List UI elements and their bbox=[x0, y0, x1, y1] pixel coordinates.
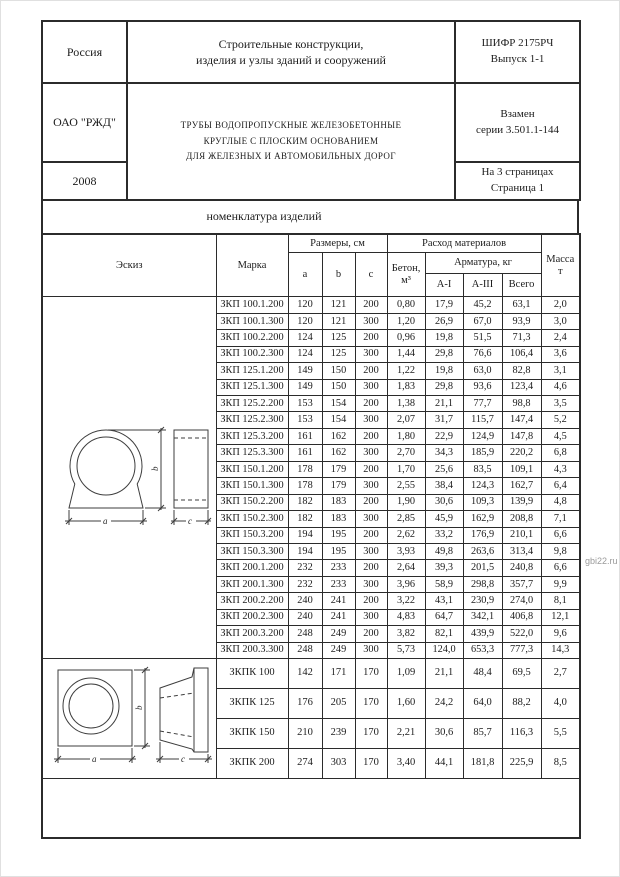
value-cell: 67,0 bbox=[463, 313, 502, 329]
header-rebar-group: Арматура, кг bbox=[425, 253, 541, 274]
value-cell: 239 bbox=[322, 719, 355, 749]
value-cell: 185,9 bbox=[463, 445, 502, 461]
value-cell: 21,1 bbox=[425, 396, 463, 412]
mark-cell: ЗКПК 100 bbox=[216, 659, 288, 689]
value-cell: 274,0 bbox=[502, 593, 541, 609]
value-cell: 9,6 bbox=[541, 626, 580, 642]
value-cell: 147,8 bbox=[502, 428, 541, 444]
value-cell: 124,3 bbox=[463, 478, 502, 494]
value-cell: 182 bbox=[288, 494, 322, 510]
value-cell: 83,5 bbox=[463, 461, 502, 477]
value-cell: 120 bbox=[288, 313, 322, 329]
value-cell: 200 bbox=[355, 626, 387, 642]
subject-line1: ТРУБЫ ВОДОПРОПУСКНЫЕ ЖЕЛЕЗОБЕТОННЫЕ bbox=[180, 120, 402, 131]
value-cell: 125 bbox=[322, 330, 355, 346]
subject-line2: КРУГЛЫЕ С ПЛОСКИМ ОСНОВАНИЕМ bbox=[203, 135, 379, 146]
value-cell: 45,2 bbox=[463, 297, 502, 313]
value-cell: 34,3 bbox=[425, 445, 463, 461]
value-cell: 139,9 bbox=[502, 494, 541, 510]
value-cell: 2,4 bbox=[541, 330, 580, 346]
header-mass bbox=[541, 234, 580, 297]
value-cell: 85,7 bbox=[463, 719, 502, 749]
value-cell: 195 bbox=[322, 543, 355, 559]
value-cell: 161 bbox=[288, 428, 322, 444]
value-cell: 14,3 bbox=[541, 642, 580, 658]
replaces-line2: серии 3.501.1-144 bbox=[475, 123, 560, 136]
subject-title-cell bbox=[127, 83, 455, 200]
value-cell: 45,9 bbox=[425, 511, 463, 527]
value-cell: 1,83 bbox=[387, 379, 425, 395]
series-title-cell bbox=[127, 21, 455, 83]
cipher-line2: Выпуск 1-1 bbox=[490, 53, 545, 65]
value-cell: 171 bbox=[322, 659, 355, 689]
mark-cell: ЗКП 100.2.200 bbox=[216, 330, 288, 346]
value-cell: 179 bbox=[322, 461, 355, 477]
value-cell: 147,4 bbox=[502, 412, 541, 428]
mark-cell: ЗКП 200.1.200 bbox=[216, 560, 288, 576]
value-cell: 0,96 bbox=[387, 330, 425, 346]
value-cell: 194 bbox=[288, 527, 322, 543]
value-cell: 406,8 bbox=[502, 609, 541, 625]
value-cell: 98,8 bbox=[502, 396, 541, 412]
value-cell: 8,5 bbox=[541, 749, 580, 779]
mark-cell: ЗКП 125.1.300 bbox=[216, 379, 288, 395]
value-cell: 64,0 bbox=[463, 689, 502, 719]
value-cell: 313,4 bbox=[502, 543, 541, 559]
value-cell: 182 bbox=[288, 511, 322, 527]
value-cell: 77,7 bbox=[463, 396, 502, 412]
pages-line2: Страница 1 bbox=[490, 181, 545, 194]
value-cell: 300 bbox=[355, 313, 387, 329]
empty-footer-cell bbox=[42, 779, 580, 839]
value-cell: 82,1 bbox=[425, 626, 463, 642]
value-cell: 176,9 bbox=[463, 527, 502, 543]
header-dim-c: c bbox=[355, 253, 387, 297]
dim-label-b: b bbox=[134, 705, 145, 711]
value-cell: 58,9 bbox=[425, 576, 463, 592]
value-cell: 64,7 bbox=[425, 609, 463, 625]
header-sketch: Эскиз bbox=[42, 234, 216, 297]
value-cell: 33,2 bbox=[425, 527, 463, 543]
value-cell: 274 bbox=[288, 749, 322, 779]
value-cell: 116,3 bbox=[502, 719, 541, 749]
value-cell: 3,22 bbox=[387, 593, 425, 609]
value-cell: 38,4 bbox=[425, 478, 463, 494]
zkp-rows-section bbox=[42, 297, 580, 659]
mark-cell: ЗКП 150.3.300 bbox=[216, 543, 288, 559]
value-cell: 200 bbox=[355, 363, 387, 379]
value-cell: 31,7 bbox=[425, 412, 463, 428]
value-cell: 300 bbox=[355, 478, 387, 494]
pages-line1: На 3 страницах bbox=[481, 166, 554, 178]
value-cell: 241 bbox=[322, 593, 355, 609]
value-cell: 124,0 bbox=[425, 642, 463, 658]
value-cell: 39,3 bbox=[425, 560, 463, 576]
value-cell: 93,9 bbox=[502, 313, 541, 329]
table-row bbox=[42, 297, 580, 313]
value-cell: 170 bbox=[355, 689, 387, 719]
value-cell: 1,90 bbox=[387, 494, 425, 510]
value-cell: 522,0 bbox=[502, 626, 541, 642]
value-cell: 170 bbox=[355, 719, 387, 749]
value-cell: 2,64 bbox=[387, 560, 425, 576]
value-cell: 300 bbox=[355, 346, 387, 362]
sketch-zkp-cell bbox=[42, 297, 216, 659]
value-cell: 233 bbox=[322, 560, 355, 576]
value-cell: 153 bbox=[288, 396, 322, 412]
value-cell: 109,3 bbox=[463, 494, 502, 510]
value-cell: 249 bbox=[322, 626, 355, 642]
value-cell: 3,0 bbox=[541, 313, 580, 329]
value-cell: 5,73 bbox=[387, 642, 425, 658]
mark-cell: ЗКП 150.1.200 bbox=[216, 461, 288, 477]
value-cell: 200 bbox=[355, 396, 387, 412]
country-cell: Россия bbox=[42, 21, 127, 83]
zkpk-conic-sketch bbox=[43, 660, 216, 776]
value-cell: 179 bbox=[322, 478, 355, 494]
value-cell: 210 bbox=[288, 719, 322, 749]
value-cell: 63,0 bbox=[463, 363, 502, 379]
value-cell: 300 bbox=[355, 445, 387, 461]
header-materials-group: Расход материалов bbox=[387, 234, 541, 253]
value-cell: 178 bbox=[288, 461, 322, 477]
mark-cell: ЗКПК 150 bbox=[216, 719, 288, 749]
value-cell: 298,8 bbox=[463, 576, 502, 592]
mark-cell: ЗКП 125.3.200 bbox=[216, 428, 288, 444]
value-cell: 439,9 bbox=[463, 626, 502, 642]
subject-line3: ДЛЯ ЖЕЛЕЗНЫХ И АВТОМОБИЛЬНЫХ ДОРОГ bbox=[186, 151, 396, 162]
value-cell: 82,8 bbox=[502, 363, 541, 379]
value-cell: 249 bbox=[322, 642, 355, 658]
value-cell: 2,85 bbox=[387, 511, 425, 527]
value-cell: 303 bbox=[322, 749, 355, 779]
value-cell: 17,9 bbox=[425, 297, 463, 313]
value-cell: 200 bbox=[355, 461, 387, 477]
mark-cell: ЗКП 150.3.200 bbox=[216, 527, 288, 543]
section-title-band bbox=[41, 199, 579, 235]
value-cell: 30,6 bbox=[425, 719, 463, 749]
value-cell: 3,1 bbox=[541, 363, 580, 379]
zkp-pipe-sketch bbox=[43, 418, 216, 537]
value-cell: 4,6 bbox=[541, 379, 580, 395]
value-cell: 150 bbox=[322, 379, 355, 395]
value-cell: 248 bbox=[288, 626, 322, 642]
value-cell: 19,8 bbox=[425, 363, 463, 379]
value-cell: 88,2 bbox=[502, 689, 541, 719]
value-cell: 9,8 bbox=[541, 543, 580, 559]
header-concrete-line2: м³ bbox=[401, 274, 411, 286]
value-cell: 76,6 bbox=[463, 346, 502, 362]
value-cell: 194 bbox=[288, 543, 322, 559]
value-cell: 195 bbox=[322, 527, 355, 543]
value-cell: 183 bbox=[322, 494, 355, 510]
value-cell: 4,0 bbox=[541, 689, 580, 719]
value-cell: 300 bbox=[355, 379, 387, 395]
value-cell: 162,7 bbox=[502, 478, 541, 494]
value-cell: 170 bbox=[355, 749, 387, 779]
value-cell: 109,1 bbox=[502, 461, 541, 477]
mark-cell: ЗКП 125.2.300 bbox=[216, 412, 288, 428]
nomenclature-table bbox=[41, 233, 581, 839]
value-cell: 653,3 bbox=[463, 642, 502, 658]
value-cell: 30,6 bbox=[425, 494, 463, 510]
year-cell: 2008 bbox=[42, 162, 127, 200]
value-cell: 181,8 bbox=[463, 749, 502, 779]
value-cell: 19,8 bbox=[425, 330, 463, 346]
value-cell: 232 bbox=[288, 560, 322, 576]
mark-cell: ЗКП 100.2.300 bbox=[216, 346, 288, 362]
value-cell: 63,1 bbox=[502, 297, 541, 313]
value-cell: 142 bbox=[288, 659, 322, 689]
value-cell: 51,5 bbox=[463, 330, 502, 346]
value-cell: 7,1 bbox=[541, 511, 580, 527]
sheet bbox=[41, 20, 579, 839]
value-cell: 6,6 bbox=[541, 560, 580, 576]
value-cell: 233 bbox=[322, 576, 355, 592]
mark-cell: ЗКП 150.2.300 bbox=[216, 511, 288, 527]
value-cell: 161 bbox=[288, 445, 322, 461]
value-cell: 1,70 bbox=[387, 461, 425, 477]
value-cell: 0,80 bbox=[387, 297, 425, 313]
header-rebar-a3: А-III bbox=[463, 274, 502, 297]
value-cell: 200 bbox=[355, 494, 387, 510]
replaces-line1: Взамен bbox=[500, 107, 535, 120]
value-cell: 1,60 bbox=[387, 689, 425, 719]
mark-cell: ЗКП 125.1.200 bbox=[216, 363, 288, 379]
value-cell: 300 bbox=[355, 543, 387, 559]
value-cell: 5,5 bbox=[541, 719, 580, 749]
header-dimensions-group: Размеры, см bbox=[288, 234, 387, 253]
value-cell: 3,96 bbox=[387, 576, 425, 592]
value-cell: 200 bbox=[355, 560, 387, 576]
value-cell: 49,8 bbox=[425, 543, 463, 559]
series-title-line2: изделия и узлы зданий и сооружений bbox=[196, 53, 386, 67]
value-cell: 248 bbox=[288, 642, 322, 658]
value-cell: 124,9 bbox=[463, 428, 502, 444]
value-cell: 232 bbox=[288, 576, 322, 592]
mark-cell: ЗКП 100.1.200 bbox=[216, 297, 288, 313]
value-cell: 121 bbox=[322, 313, 355, 329]
value-cell: 2,0 bbox=[541, 297, 580, 313]
value-cell: 2,70 bbox=[387, 445, 425, 461]
header-mass-line2: т bbox=[558, 265, 563, 277]
zkpk-rows-section bbox=[42, 659, 580, 779]
title-block bbox=[41, 20, 581, 201]
section-title: номенклатура изделий bbox=[206, 209, 322, 224]
value-cell: 178 bbox=[288, 478, 322, 494]
value-cell: 9,9 bbox=[541, 576, 580, 592]
mark-cell: ЗКП 200.1.300 bbox=[216, 576, 288, 592]
value-cell: 124 bbox=[288, 346, 322, 362]
mark-cell: ЗКП 125.2.200 bbox=[216, 396, 288, 412]
value-cell: 4,8 bbox=[541, 494, 580, 510]
value-cell: 1,80 bbox=[387, 428, 425, 444]
value-cell: 115,7 bbox=[463, 412, 502, 428]
value-cell: 2,62 bbox=[387, 527, 425, 543]
value-cell: 777,3 bbox=[502, 642, 541, 658]
value-cell: 149 bbox=[288, 379, 322, 395]
value-cell: 125 bbox=[322, 346, 355, 362]
value-cell: 200 bbox=[355, 527, 387, 543]
value-cell: 162,9 bbox=[463, 511, 502, 527]
value-cell: 176 bbox=[288, 689, 322, 719]
value-cell: 210,1 bbox=[502, 527, 541, 543]
dim-label-b: b bbox=[150, 466, 161, 472]
value-cell: 6,8 bbox=[541, 445, 580, 461]
sketch-zkpk-cell bbox=[42, 659, 216, 779]
org-cell: ОАО "РЖД" bbox=[42, 83, 127, 162]
value-cell: 6,4 bbox=[541, 478, 580, 494]
value-cell: 69,5 bbox=[502, 659, 541, 689]
value-cell: 93,6 bbox=[463, 379, 502, 395]
value-cell: 154 bbox=[322, 412, 355, 428]
value-cell: 120 bbox=[288, 297, 322, 313]
value-cell: 3,82 bbox=[387, 626, 425, 642]
header-rebar-total: Всего bbox=[502, 274, 541, 297]
value-cell: 263,6 bbox=[463, 543, 502, 559]
mark-cell: ЗКП 200.2.200 bbox=[216, 593, 288, 609]
value-cell: 21,1 bbox=[425, 659, 463, 689]
mark-cell: ЗКП 200.3.300 bbox=[216, 642, 288, 658]
value-cell: 220,2 bbox=[502, 445, 541, 461]
dim-label-a: a bbox=[92, 754, 97, 765]
value-cell: 357,7 bbox=[502, 576, 541, 592]
value-cell: 200 bbox=[355, 330, 387, 346]
value-cell: 200 bbox=[355, 593, 387, 609]
value-cell: 240 bbox=[288, 593, 322, 609]
value-cell: 3,40 bbox=[387, 749, 425, 779]
value-cell: 1,44 bbox=[387, 346, 425, 362]
value-cell: 240 bbox=[288, 609, 322, 625]
mark-cell: ЗКП 200.2.300 bbox=[216, 609, 288, 625]
mark-cell: ЗКП 125.3.300 bbox=[216, 445, 288, 461]
mark-cell: ЗКП 150.2.200 bbox=[216, 494, 288, 510]
value-cell: 300 bbox=[355, 642, 387, 658]
value-cell: 24,2 bbox=[425, 689, 463, 719]
value-cell: 300 bbox=[355, 511, 387, 527]
mark-cell: ЗКПК 125 bbox=[216, 689, 288, 719]
dim-label-a: a bbox=[103, 516, 108, 527]
value-cell: 162 bbox=[322, 428, 355, 444]
value-cell: 106,4 bbox=[502, 346, 541, 362]
value-cell: 2,21 bbox=[387, 719, 425, 749]
value-cell: 4,5 bbox=[541, 428, 580, 444]
header-concrete bbox=[387, 253, 425, 297]
header-mark: Марка bbox=[216, 234, 288, 297]
dim-label-c: c bbox=[188, 516, 193, 527]
header-dim-a: a bbox=[288, 253, 322, 297]
value-cell: 1,38 bbox=[387, 396, 425, 412]
value-cell: 342,1 bbox=[463, 609, 502, 625]
value-cell: 43,1 bbox=[425, 593, 463, 609]
header-rebar-a1: А-I bbox=[425, 274, 463, 297]
value-cell: 200 bbox=[355, 297, 387, 313]
value-cell: 154 bbox=[322, 396, 355, 412]
value-cell: 200 bbox=[355, 428, 387, 444]
value-cell: 1,22 bbox=[387, 363, 425, 379]
mark-cell: ЗКП 150.1.300 bbox=[216, 478, 288, 494]
value-cell: 12,1 bbox=[541, 609, 580, 625]
value-cell: 150 bbox=[322, 363, 355, 379]
cipher-line1: ШИФР 2175РЧ bbox=[481, 37, 554, 50]
value-cell: 48,4 bbox=[463, 659, 502, 689]
value-cell: 170 bbox=[355, 659, 387, 689]
value-cell: 300 bbox=[355, 609, 387, 625]
footer-band bbox=[42, 779, 580, 839]
value-cell: 6,6 bbox=[541, 527, 580, 543]
header-mass-line1: Масса bbox=[546, 253, 575, 265]
value-cell: 5,2 bbox=[541, 412, 580, 428]
value-cell: 4,83 bbox=[387, 609, 425, 625]
header-dim-b: b bbox=[322, 253, 355, 297]
cipher-cell bbox=[455, 21, 580, 83]
value-cell: 225,9 bbox=[502, 749, 541, 779]
value-cell: 2,07 bbox=[387, 412, 425, 428]
value-cell: 183 bbox=[322, 511, 355, 527]
value-cell: 149 bbox=[288, 363, 322, 379]
value-cell: 201,5 bbox=[463, 560, 502, 576]
value-cell: 241 bbox=[322, 609, 355, 625]
watermark: gbi22.ru bbox=[585, 556, 618, 566]
dim-label-c: c bbox=[181, 754, 186, 765]
value-cell: 71,3 bbox=[502, 330, 541, 346]
value-cell: 205 bbox=[322, 689, 355, 719]
mark-cell: ЗКП 200.3.200 bbox=[216, 626, 288, 642]
value-cell: 22,9 bbox=[425, 428, 463, 444]
value-cell: 230,9 bbox=[463, 593, 502, 609]
value-cell: 29,8 bbox=[425, 379, 463, 395]
value-cell: 8,1 bbox=[541, 593, 580, 609]
mark-cell: ЗКПК 200 bbox=[216, 749, 288, 779]
value-cell: 124 bbox=[288, 330, 322, 346]
value-cell: 26,9 bbox=[425, 313, 463, 329]
value-cell: 25,6 bbox=[425, 461, 463, 477]
value-cell: 162 bbox=[322, 445, 355, 461]
value-cell: 153 bbox=[288, 412, 322, 428]
value-cell: 2,55 bbox=[387, 478, 425, 494]
value-cell: 300 bbox=[355, 412, 387, 428]
value-cell: 240,8 bbox=[502, 560, 541, 576]
series-title-line1: Строительные конструкции, bbox=[218, 36, 364, 51]
value-cell: 123,4 bbox=[502, 379, 541, 395]
table-header bbox=[42, 234, 580, 297]
value-cell: 4,3 bbox=[541, 461, 580, 477]
value-cell: 3,6 bbox=[541, 346, 580, 362]
header-concrete-line1: Бетон, bbox=[391, 262, 421, 274]
value-cell: 1,09 bbox=[387, 659, 425, 689]
value-cell: 2,7 bbox=[541, 659, 580, 689]
value-cell: 121 bbox=[322, 297, 355, 313]
value-cell: 1,20 bbox=[387, 313, 425, 329]
mark-cell: ЗКП 100.1.300 bbox=[216, 313, 288, 329]
value-cell: 44,1 bbox=[425, 749, 463, 779]
value-cell: 3,93 bbox=[387, 543, 425, 559]
value-cell: 3,5 bbox=[541, 396, 580, 412]
replaces-cell bbox=[455, 83, 580, 162]
value-cell: 208,8 bbox=[502, 511, 541, 527]
pages-cell bbox=[455, 162, 580, 200]
value-cell: 29,8 bbox=[425, 346, 463, 362]
value-cell: 300 bbox=[355, 576, 387, 592]
table-row bbox=[42, 659, 580, 689]
